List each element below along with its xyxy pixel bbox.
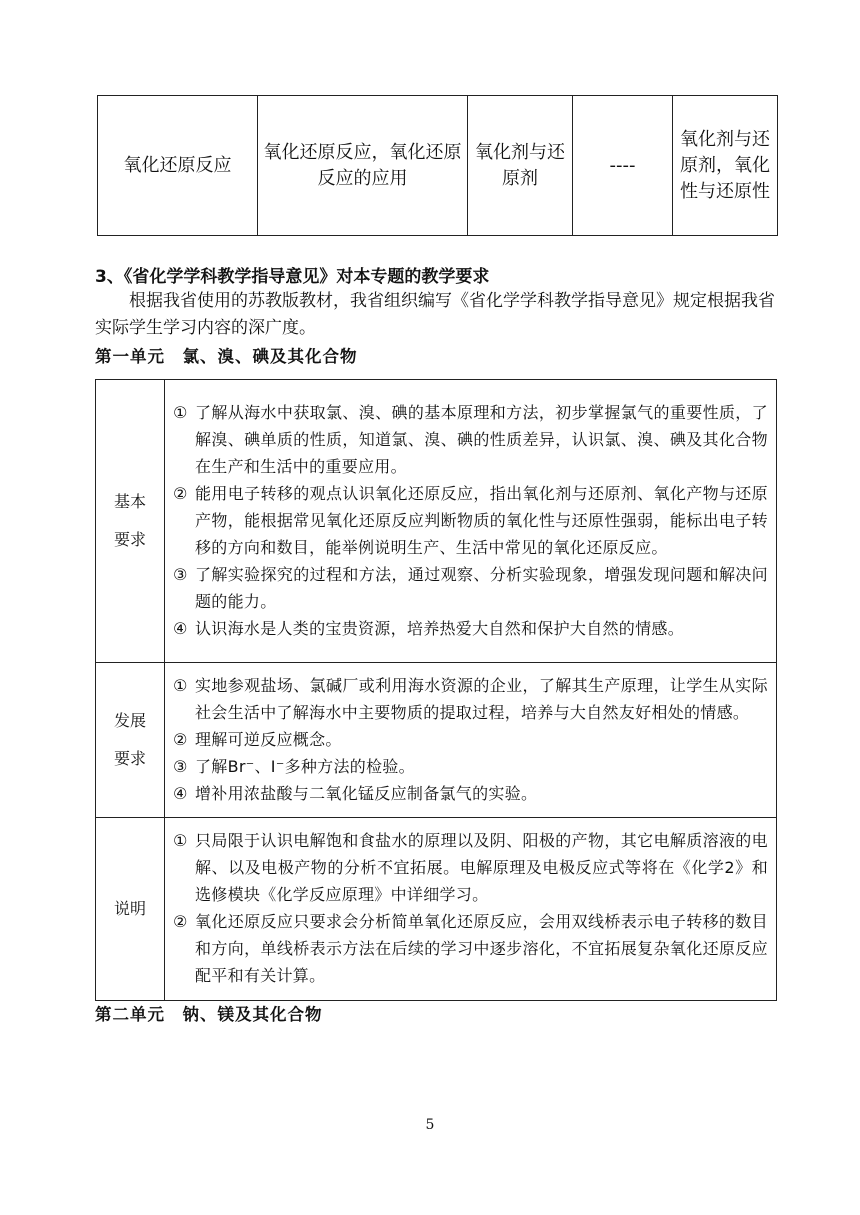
item-text: 实地参观盐场、氯碱厂或利用海水资源的企业，了解其生产原理，让学生从实际社会生活中了解海水中主要物质的提取过程，培养与大自然友好相处的情感。 xyxy=(195,675,768,722)
table-row xyxy=(98,96,778,236)
requirements-table xyxy=(95,379,777,1001)
topic-cell: 氧化还原反应 xyxy=(98,96,258,236)
list-item xyxy=(173,726,768,753)
property-cell: 氧化剂与还原剂，氧化性与还原性 xyxy=(673,96,778,236)
list-item xyxy=(173,615,768,642)
item-number: ① xyxy=(173,675,188,695)
development-requirements-body xyxy=(165,663,777,818)
item-number: ③ xyxy=(173,564,188,584)
table-row xyxy=(96,818,777,1001)
list-item xyxy=(173,780,768,807)
section-title: 3、《省化学学科教学指导意见》对本专题的教学要求 xyxy=(95,267,490,287)
unit2-title: 第二单元 钠、镁及其化合物 xyxy=(95,1005,323,1024)
item-number: ② xyxy=(173,729,188,749)
unit1-title: 第一单元 氯、溴、碘及其化合物 xyxy=(95,347,358,366)
item-text: 了解Br⁻、I⁻多种方法的检验。 xyxy=(195,756,415,776)
item-text: 只局限于认识电解饱和食盐水的原理以及阴、阳极的产物，其它电解质溶液的电解、以及电极产物的分析不宜拓展。电解原理及电极反应式等将在《化学2》和选修模块《化学反应原理》中详细学习。 xyxy=(195,831,768,904)
item-text: 了解从海水中获取氯、溴、碘的基本原理和方法，初步掌握氯气的重要性质，了解溴、碘单质的性质，知道氯、溴、碘的性质差异，认识氯、溴、碘及其化合物在生产和生活中的重要应用。 xyxy=(195,402,768,476)
item-text: 理解可逆反应概念。 xyxy=(195,729,342,749)
list-item xyxy=(173,672,768,726)
empty-cell: ---- xyxy=(573,96,673,236)
list-item xyxy=(173,480,768,561)
item-number: ④ xyxy=(173,783,188,803)
topic-summary-table xyxy=(97,95,778,236)
intro-paragraph: 根据我省使用的苏教版教材，我省组织编写《省化学学科教学指导意见》规定根据我省实际学生学习内容的深广度。 xyxy=(95,291,775,338)
concept-cell: 氧化剂与还原剂 xyxy=(468,96,573,236)
item-text: 认识海水是人类的宝贵资源，培养热爱大自然和保护大自然的情感。 xyxy=(195,618,685,638)
development-requirements-label xyxy=(96,663,165,818)
item-number: ② xyxy=(173,912,188,931)
list-item xyxy=(173,827,768,908)
list-item xyxy=(173,753,768,780)
basic-requirements-body xyxy=(165,380,777,663)
content-cell: 氧化还原反应，氧化还原反应的应用 xyxy=(258,96,468,236)
item-number: ② xyxy=(173,483,188,503)
label-text: 基本 要求 xyxy=(113,492,146,549)
table-row xyxy=(96,380,777,663)
list-item xyxy=(173,908,768,989)
table-row xyxy=(96,663,777,818)
list-item xyxy=(173,561,768,615)
item-text: 能用电子转移的观点认识氧化还原反应，指出氧化剂与还原剂、氧化产物与还原产物，能根据常见氧化还原反应判断物质的氧化性与还原性强弱，能标出电子转移的方向和数目，能举例说明生产、生活中常见的氧化还原反应。 xyxy=(195,483,768,557)
label-text: 发展 要求 xyxy=(113,711,146,768)
item-number: ③ xyxy=(173,756,188,776)
note-label xyxy=(96,818,165,1001)
item-text: 了解实验探究的过程和方法，通过观察、分析实验现象，增强发现问题和解决问题的能力。 xyxy=(195,564,768,611)
item-number: ① xyxy=(173,402,188,422)
item-text: 氧化还原反应只要求会分析简单氧化还原反应，会用双线桥表示电子转移的数目和方向，单线桥表示方法在后续的学习中逐步溶化，不宜拓展复杂氧化还原反应配平和有关计算。 xyxy=(195,912,768,985)
item-number: ④ xyxy=(173,618,188,638)
basic-requirements-label xyxy=(96,380,165,663)
page-number: 5 xyxy=(425,1117,435,1133)
label-text: 说明 xyxy=(113,899,146,918)
item-text: 增补用浓盐酸与二氧化锰反应制备氯气的实验。 xyxy=(195,783,538,803)
list-item xyxy=(173,399,768,480)
item-number: ① xyxy=(173,831,188,850)
note-body xyxy=(165,818,777,1001)
